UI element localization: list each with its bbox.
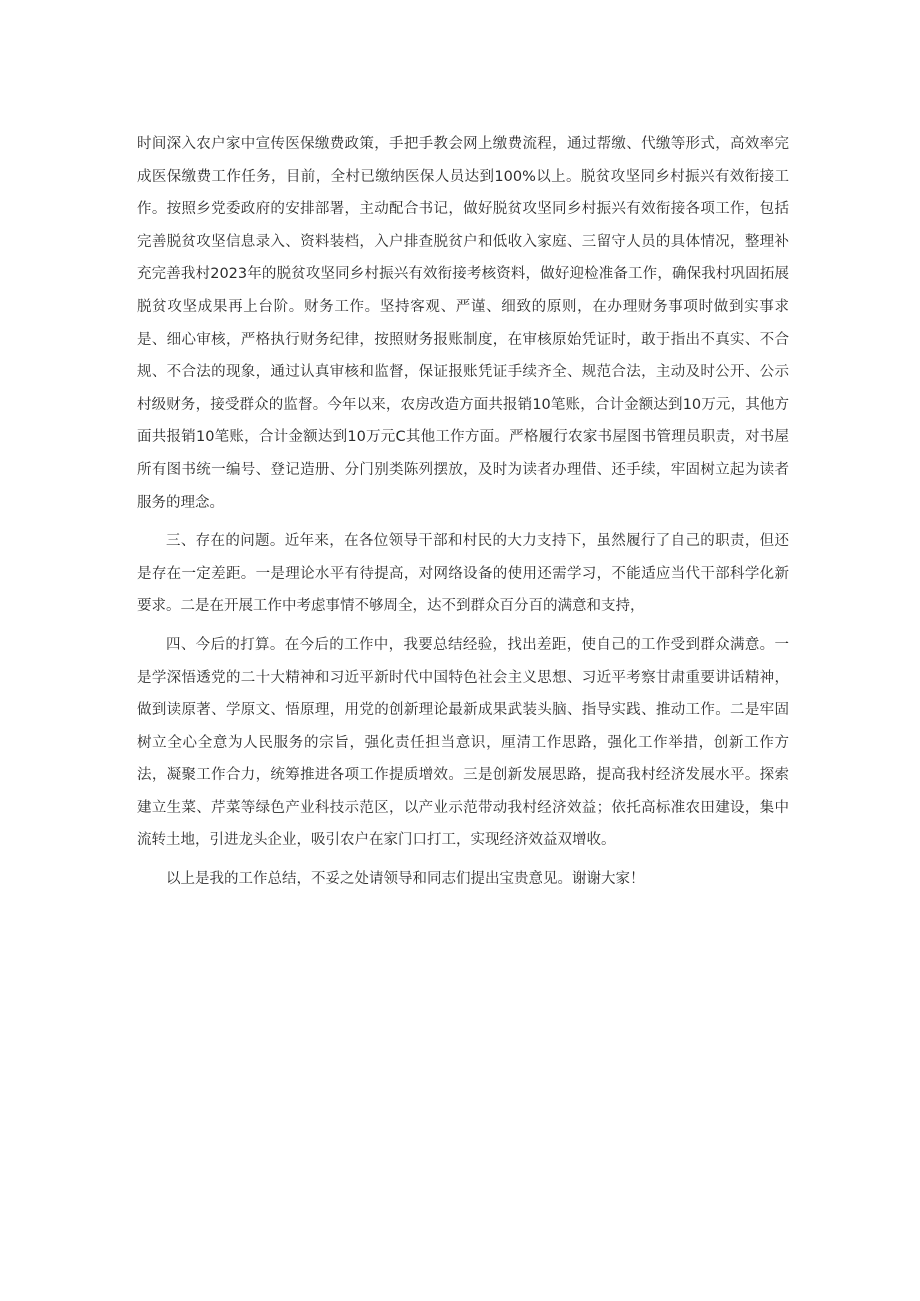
document-body bbox=[137, 128, 789, 896]
paragraph-future-plans: 四、今后的打算。在今后的工作中，我要总结经验，找出差距，使自己的工作受到群众满意。一是学深悟透党的二十大精神和习近平新时代中国特色社会主义思想、习近平考察甘肃重要讲话精神，做到读原著、学原文、悟原理，用党的创新理论最新成果武装头脑、指导实践、推动工作。二是牢固树立全心全意为人民服务的宗旨，强化责任担当意识，厘清工作思路，强化工作举措，创新工作方法，凝聚工作合力，统筹推进各项工作提质增效。三是创新发展思路，提高我村经济发展水平。探索建立生菜、芹菜等绿色产业科技示范区，以产业示范带动我村经济效益；依托高标准农田建设，集中流转土地，引进龙头企业，吸引农户在家门口打工，实现经济效益双增收。 bbox=[137, 636, 789, 849]
paragraph-work-summary-continued: 时间深入农户家中宣传医保缴费政策，手把手教会网上缴费流程，通过帮缴、代缴等形式，高效率完成医保缴费工作任务，目前，全村已缴纳医保人员达到100%以上。脱贫攻坚同乡村振兴有效衔接工作。按照乡党委政府的安排部署，主动配合书记，做好脱贫攻坚同乡村振兴有效衔接各项工作，包括完善脱贫攻坚信息录入、资料装档，入户排查脱贫户和低收入家庭、三留守人员的具体情况，整理补充完善我村2023年的脱贫攻坚同乡村振兴有效衔接考核资料，做好迎检准备工作，确保我村巩固拓展脱贫攻坚成果再上台阶。财务工作。坚持客观、严谨、细致的原则，在办理财务事项时做到实事求是、细心审核，严格执行财务纪律，按照财务报账制度，在审核原始凭证时，敢于指出不真实、不合规、不合法的现象，通过认真审核和监督，保证报账凭证手续齐全、规范合法，主动及时公开、公示村级财务，接受群众的监督。今年以来，农房改造方面共报销10笔账，合计金额达到10万元，其他方面共报销10笔账，合计金额达到10万元C其他工作方面。严格履行农家书屋图书管理员职责，对书屋所有图书统一编号、登记造册、分门别类陈列摆放，及时为读者办理借、还手续，牢固树立起为读者服务的理念。 bbox=[137, 136, 789, 511]
paragraph-closing: 以上是我的工作总结，不妥之处请领导和同志们提出宝贵意见。谢谢大家！ bbox=[166, 871, 645, 888]
paragraph-existing-problems: 三、存在的问题。近年来，在各位领导干部和村民的大力支持下，虽然履行了自己的职责，但还是存在一定差距。一是理论水平有待提高，对网络设备的使用还需学习，不能适应当代干部科学化新要求。二是在开展工作中考虑事情不够周全，达不到群众百分百的满意和支持， bbox=[137, 533, 789, 615]
